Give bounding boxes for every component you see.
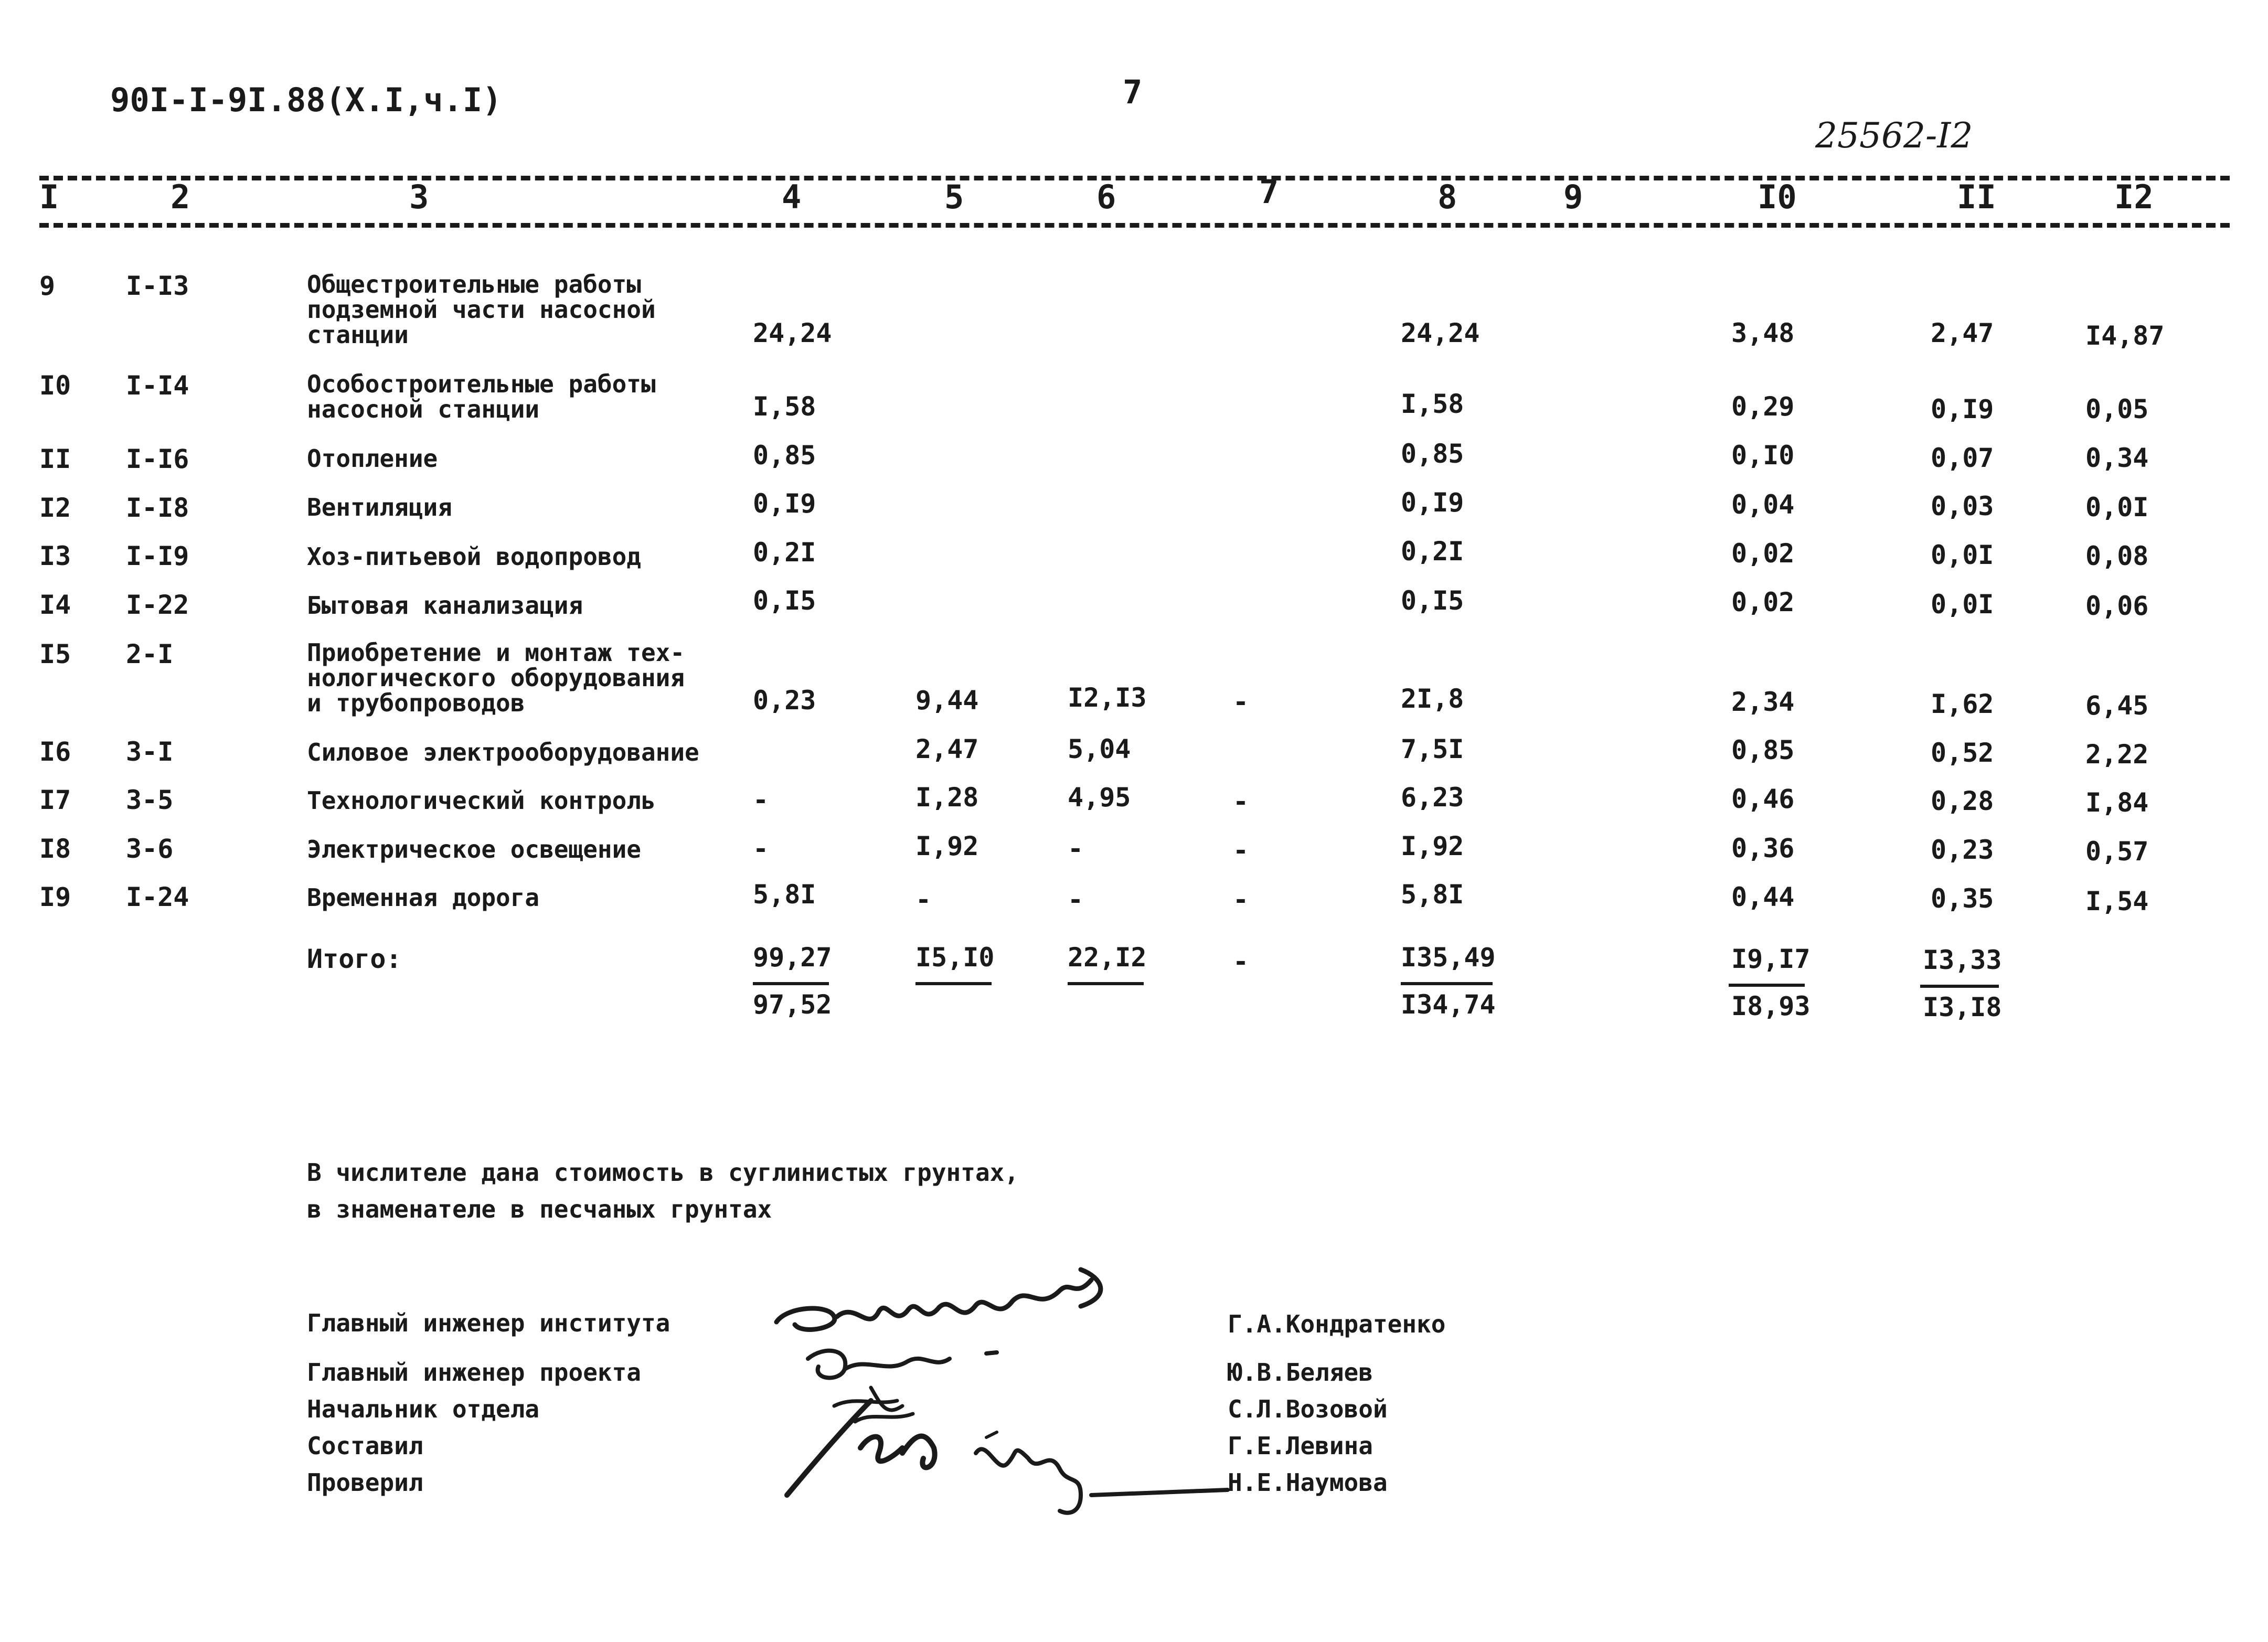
cell-col11: 0,23 — [1931, 835, 1994, 865]
total-col8-numerator: I35,49 — [1401, 942, 1496, 973]
column-header: 7 — [1259, 173, 1279, 211]
cell-col8: 0,I9 — [1401, 487, 1464, 518]
cell-col5: - — [915, 884, 932, 915]
cell-col5: 9,44 — [915, 685, 979, 716]
row-description: Технологический контроль — [307, 786, 656, 815]
cell-col4: 0,I9 — [753, 488, 816, 519]
cell-col4: I,58 — [753, 391, 816, 422]
row-number: I8 — [39, 834, 71, 864]
cell-col12: 6,45 — [2085, 690, 2149, 721]
cell-col4: 0,23 — [753, 685, 816, 716]
row-description: Особостроительные работы насосной станции — [307, 370, 656, 423]
total-col7: - — [1233, 946, 1249, 977]
cell-col7: - — [1233, 835, 1249, 866]
cell-col10: 0,36 — [1731, 833, 1795, 863]
cell-col10: 2,34 — [1731, 687, 1795, 717]
column-header: 3 — [409, 178, 429, 216]
total-col10-denominator: I8,93 — [1731, 991, 1811, 1021]
signer-name: Ю.В.Беляев — [1228, 1358, 1373, 1387]
row-number: II — [39, 444, 71, 474]
signer-name: Г.А.Кондратенко — [1228, 1310, 1446, 1338]
cell-col4: - — [753, 785, 769, 815]
cell-col12: I,54 — [2085, 886, 2149, 916]
cell-col10: 0,I0 — [1731, 440, 1795, 471]
cell-col8: 2I,8 — [1401, 684, 1464, 714]
row-number: I3 — [39, 541, 71, 571]
cell-col10: 0,85 — [1731, 735, 1795, 765]
row-code: I-I8 — [126, 493, 189, 523]
signer-name: Н.Е.Наумова — [1228, 1468, 1388, 1497]
cell-col8: 0,I5 — [1401, 585, 1464, 616]
signer-role: Главный инженер проекта — [307, 1358, 641, 1387]
cell-col8: 7,5I — [1401, 734, 1464, 764]
cell-col12: 0,05 — [2085, 394, 2149, 424]
row-description: Общестроительные работы подземной части насосной станции — [307, 270, 656, 349]
row-code: I-I6 — [126, 444, 189, 474]
signer-role: Главный инженер института — [307, 1309, 670, 1337]
row-code: I-I9 — [126, 541, 189, 571]
cell-col11: 0,03 — [1931, 491, 1994, 521]
column-header: 9 — [1563, 178, 1583, 216]
cell-col8: I,92 — [1401, 831, 1464, 861]
handwritten-signatures — [766, 1249, 1249, 1553]
cell-col10: 0,44 — [1731, 882, 1795, 912]
column-header: 8 — [1438, 178, 1457, 216]
cell-col6: - — [1068, 834, 1084, 864]
row-description: Приобретение и монтаж тех- нологического оборудования и трубопроводов — [307, 638, 685, 717]
column-header: I2 — [2114, 178, 2154, 216]
signer-name: Г.Е.Левина — [1228, 1432, 1373, 1460]
total-col11-numerator: I3,33 — [1923, 945, 2002, 975]
row-code: I-22 — [126, 590, 189, 620]
row-code: 2-I — [126, 639, 174, 669]
cell-col5: 2,47 — [915, 734, 979, 764]
cell-col11: 0,0I — [1931, 540, 1994, 570]
cell-col11: 2,47 — [1931, 318, 1994, 348]
row-description: Вентиляция — [307, 493, 452, 521]
cell-col6: - — [1068, 884, 1084, 915]
stamp-number: 25562-I2 — [1815, 115, 1973, 156]
total-col10-numerator: I9,I7 — [1731, 944, 1811, 974]
signer-role: Составил — [307, 1432, 423, 1460]
row-number: I5 — [39, 639, 71, 669]
cell-col8: 24,24 — [1401, 318, 1480, 348]
total-label: Итого: — [307, 944, 402, 974]
cell-col11: 0,52 — [1931, 738, 1994, 768]
cell-col12: 0,08 — [2085, 541, 2149, 571]
column-header: 5 — [944, 178, 964, 216]
row-description: Бытовая канализация — [307, 591, 583, 620]
total-col10-fraction-bar — [1729, 984, 1805, 987]
column-header: 6 — [1096, 178, 1116, 216]
total-col8-fraction-bar — [1401, 982, 1493, 985]
total-col5: I5,I0 — [915, 942, 995, 973]
row-description: Хоз-питьевой водопровод — [307, 542, 641, 571]
row-description: Временная дорога — [307, 883, 540, 912]
signer-role: Проверил — [307, 1468, 423, 1497]
column-header: II — [1957, 178, 1996, 216]
cell-col7: - — [1233, 786, 1249, 817]
cell-col11: 0,I9 — [1931, 394, 1994, 424]
total-col5-underline — [915, 982, 992, 985]
cell-col4: 0,2I — [753, 537, 816, 568]
cell-col12: 0,57 — [2085, 836, 2149, 867]
cell-col10: 0,02 — [1731, 587, 1795, 617]
row-number: I2 — [39, 493, 71, 523]
page-number: 7 — [1123, 73, 1143, 111]
column-header: I0 — [1758, 178, 1797, 216]
total-col6-underline — [1068, 982, 1144, 985]
cell-col7: - — [1233, 687, 1249, 717]
header-rule-top — [39, 176, 2230, 180]
total-col11-fraction-bar — [1920, 985, 1999, 988]
cell-col12: 0,0I — [2085, 492, 2149, 523]
total-col4-denominator: 97,52 — [753, 989, 832, 1020]
cell-col6: I2,I3 — [1068, 683, 1147, 713]
cell-col5: I,28 — [915, 782, 979, 813]
cell-col5: I,92 — [915, 831, 979, 861]
cell-col10: 0,02 — [1731, 538, 1795, 569]
cell-col8: 0,85 — [1401, 439, 1464, 469]
cell-col8: 5,8I — [1401, 879, 1464, 910]
column-header: I — [39, 178, 59, 216]
row-number: I6 — [39, 737, 71, 767]
signer-role: Начальник отдела — [307, 1395, 540, 1423]
row-code: 3-I — [126, 737, 174, 767]
column-header: 2 — [171, 178, 190, 216]
signer-name: С.Л.Возовой — [1228, 1395, 1388, 1423]
header-rule-bottom — [39, 223, 2230, 228]
row-code: I-24 — [126, 882, 189, 912]
total-col4-numerator: 99,27 — [753, 942, 832, 973]
cell-col12: I4,87 — [2085, 321, 2165, 351]
cell-col10: 0,29 — [1731, 391, 1795, 422]
row-code: I-I3 — [126, 271, 189, 301]
row-code: 3-6 — [126, 834, 174, 864]
cell-col8: I,58 — [1401, 389, 1464, 419]
cell-col12: 0,34 — [2085, 443, 2149, 473]
cell-col8: 6,23 — [1401, 782, 1464, 813]
cell-col12: I,84 — [2085, 787, 2149, 818]
cell-col11: 0,0I — [1931, 589, 1994, 620]
row-description: Силовое электрооборудование — [307, 738, 699, 766]
total-col4-fraction-bar — [753, 982, 829, 985]
row-number: I0 — [39, 370, 71, 401]
cell-col4: 0,I5 — [753, 585, 816, 616]
cell-col10: 0,04 — [1731, 489, 1795, 520]
cell-col11: 0,28 — [1931, 786, 1994, 816]
footnote: В числителе дана стоимость в суглинистых грунтах, в знаменателе в песчаных грунтах — [307, 1158, 1019, 1223]
cell-col11: 0,35 — [1931, 883, 1994, 914]
cell-col4: - — [753, 834, 769, 864]
row-code: I-I4 — [126, 370, 189, 401]
cell-col6: 5,04 — [1068, 734, 1131, 764]
cell-col10: 3,48 — [1731, 318, 1795, 348]
total-col11-denominator: I3,I8 — [1923, 992, 2002, 1022]
cell-col11: 0,07 — [1931, 443, 1994, 473]
column-header: 4 — [782, 178, 802, 216]
total-col6: 22,I2 — [1068, 942, 1147, 973]
row-description: Отопление — [307, 444, 438, 473]
row-number: I9 — [39, 882, 71, 912]
total-col8-denominator: I34,74 — [1401, 989, 1496, 1020]
document-code: 90I-I-9I.88(X.I,ч.I) — [110, 81, 502, 119]
cell-col4: 0,85 — [753, 440, 816, 471]
cell-col8: 0,2I — [1401, 536, 1464, 567]
cell-col7: - — [1233, 884, 1249, 915]
row-number: I7 — [39, 785, 71, 815]
row-code: 3-5 — [126, 785, 174, 815]
cell-col4: 5,8I — [753, 879, 816, 910]
cell-col6: 4,95 — [1068, 782, 1131, 813]
row-number: I4 — [39, 590, 71, 620]
cell-col12: 2,22 — [2085, 739, 2149, 770]
cell-col12: 0,06 — [2085, 591, 2149, 621]
cell-col4: 24,24 — [753, 318, 832, 348]
cell-col11: I,62 — [1931, 689, 1994, 719]
row-description: Электрическое освещение — [307, 835, 641, 863]
cell-col10: 0,46 — [1731, 784, 1795, 814]
row-number: 9 — [39, 271, 56, 301]
